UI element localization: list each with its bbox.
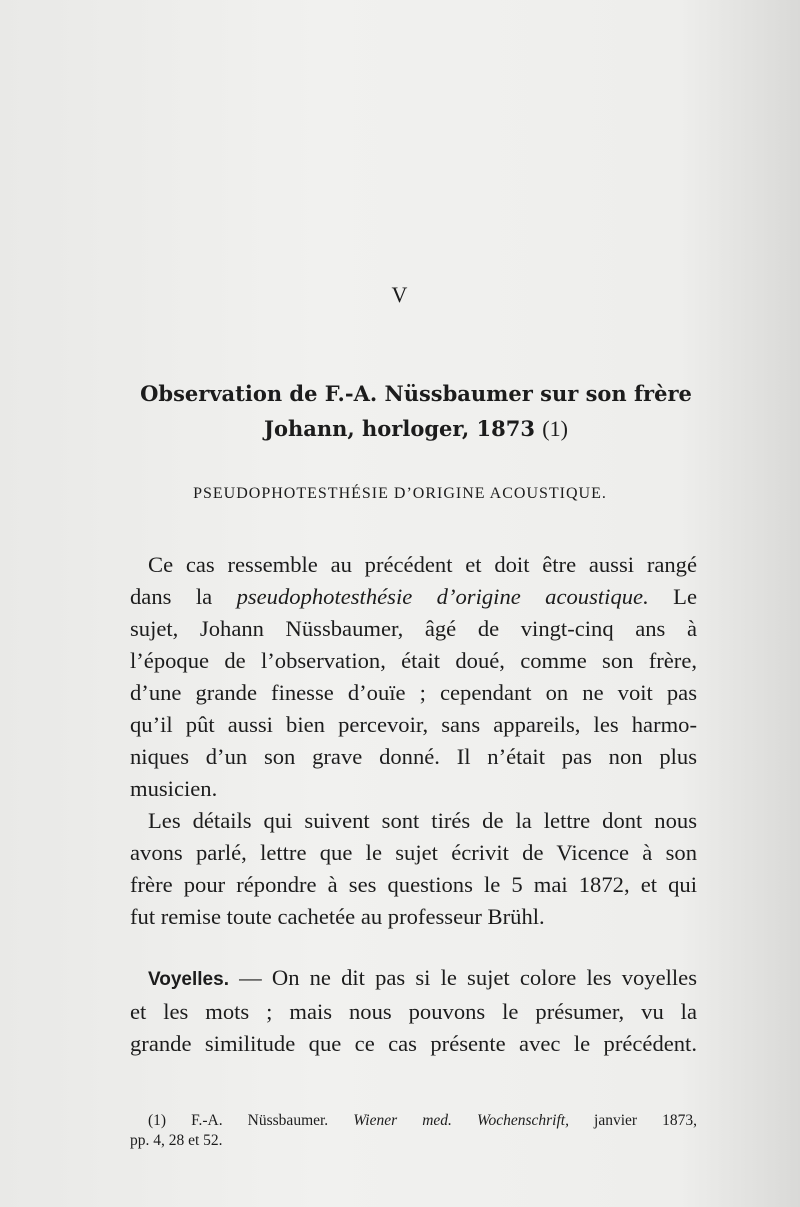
chapter-title <box>100 376 732 446</box>
p1-line-4: l’époque de l’observation, était doué, comme son frère, <box>130 648 697 673</box>
footnote-line-2: pp. 4, 28 et 52. <box>130 1132 223 1149</box>
footnote-date: janvier 1873, <box>568 1112 697 1129</box>
footnote <box>130 1111 697 1151</box>
p1-line-2-italic: pseudophotesthésie d’origine acoustique. <box>236 584 649 609</box>
body-text <box>130 549 697 933</box>
title-line-1: Observation de F.-A. Nüssbaumer sur son frère <box>140 381 692 406</box>
p1-line-1: Ce cas ressemble au précédent et doit être aussi rangé <box>148 552 697 577</box>
voyelles-heading: Voyelles. <box>148 969 229 990</box>
p1-line-6: qu’il pût aussi bien percevoir, sans appareils, les harmo- <box>130 712 697 737</box>
p1-line-2-text: dans la <box>130 584 237 609</box>
voyelles-line-2: et les mots ; mais nous pouvons le présumer, vu la <box>130 999 697 1024</box>
chapter-number: V <box>391 282 409 307</box>
p1-line-7: niques d’un son grave donné. Il n’était pas non plus <box>130 744 697 769</box>
voyelles-line-1 <box>130 962 697 996</box>
p1-line-5: d’une grande finesse d’ouïe ; cependant on ne voit pas <box>130 680 697 705</box>
title-line-2-main: Johann, horloger, 1873 <box>264 416 535 441</box>
voyelles-line-3: grande similitude que ce cas présente avec le précédent. <box>130 1031 697 1056</box>
title-line-2 <box>100 411 732 446</box>
footnote-marker: (1) <box>148 1112 167 1129</box>
footnote-line-1 <box>130 1111 697 1131</box>
p1-line-2-end: Le <box>648 584 697 609</box>
paragraph-2 <box>130 805 697 933</box>
chapter-subtitle: PSEUDOPHOTESTHÉSIE D’ORIGINE ACOUSTIQUE. <box>193 485 607 502</box>
voyelles-line-1-text: — On ne dit pas si le sujet colore les voyelles <box>228 965 697 990</box>
p2-line-4: fut remise toute cachetée au professeur Brühl. <box>130 904 545 929</box>
p2-line-1: Les détails qui suivent sont tirés de la lettre dont nous <box>148 808 697 833</box>
footnote-journal: Wiener med. Wochenschrift, <box>353 1112 569 1129</box>
p1-line-3: sujet, Johann Nüssbaumer, âgé de vingt-cinq ans à <box>130 616 697 641</box>
p1-line-8: musicien. <box>130 776 218 801</box>
p2-line-3: frère pour répondre à ses questions le 5 mai 1872, et qui <box>130 872 697 897</box>
footnote-reference: (1) <box>542 416 568 441</box>
p1-line-2 <box>130 581 697 613</box>
section-voyelles <box>130 962 697 1060</box>
footnote-author: F.-A. Nüssbaumer. <box>166 1112 354 1129</box>
paragraph-1 <box>130 549 697 805</box>
p2-line-2: avons parlé, lettre que le sujet écrivit de Vicence à son <box>130 840 697 865</box>
